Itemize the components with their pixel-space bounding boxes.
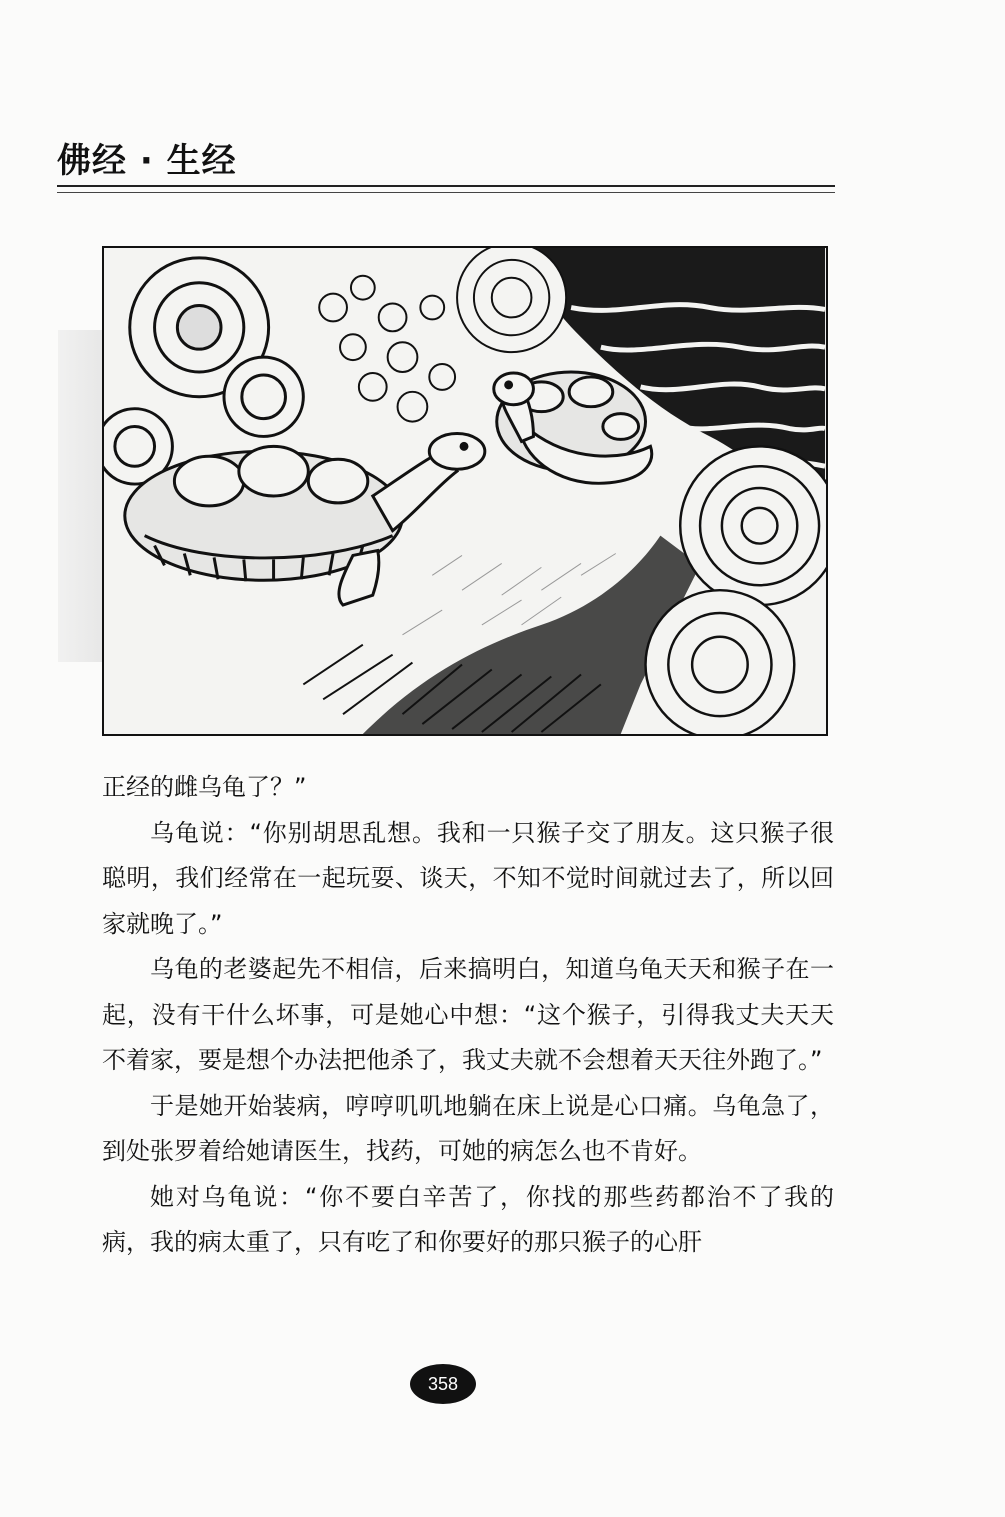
body-text — [102, 765, 834, 1266]
illustration-drawing — [104, 248, 826, 734]
paragraph-3: 乌龟的老婆起先不相信，后来搞明白，知道乌龟天天和猴子在一起，没有干什么坏事，可是她心中想：“这个猴子，引得我丈夫天天不着家，要是想个办法把他杀了，我丈夫就不会想着天天往外跑了。” — [102, 955, 834, 1074]
header-rule-thick — [57, 185, 835, 187]
illustration-turtles — [102, 246, 828, 736]
page-number-badge: 358 — [410, 1364, 476, 1404]
paragraph-4: 于是她开始装病，哼哼叽叽地躺在床上说是心口痛。乌龟急了，到处张罗着给她请医生，找药，可她的病怎么也不肯好。 — [102, 1091, 834, 1165]
paragraph-1: 正经的雌乌龟了？” — [102, 773, 307, 801]
paragraph-5: 她对乌龟说：“你不要白辛苦了，你找的那些药都治不了我的病，我的病太重了，只有吃了和你要好的那只猴子的心肝 — [102, 1182, 834, 1256]
paragraph-2: 乌龟说：“你别胡思乱想。我和一只猴子交了朋友。这只猴子很聪明，我们经常在一起玩耍、谈天，不知不觉时间就过去了，所以回家就晚了。” — [102, 818, 834, 938]
running-header-title: 佛经 · 生经 — [57, 141, 237, 181]
header-rule-thin — [57, 192, 835, 193]
margin-shadow — [58, 330, 106, 662]
